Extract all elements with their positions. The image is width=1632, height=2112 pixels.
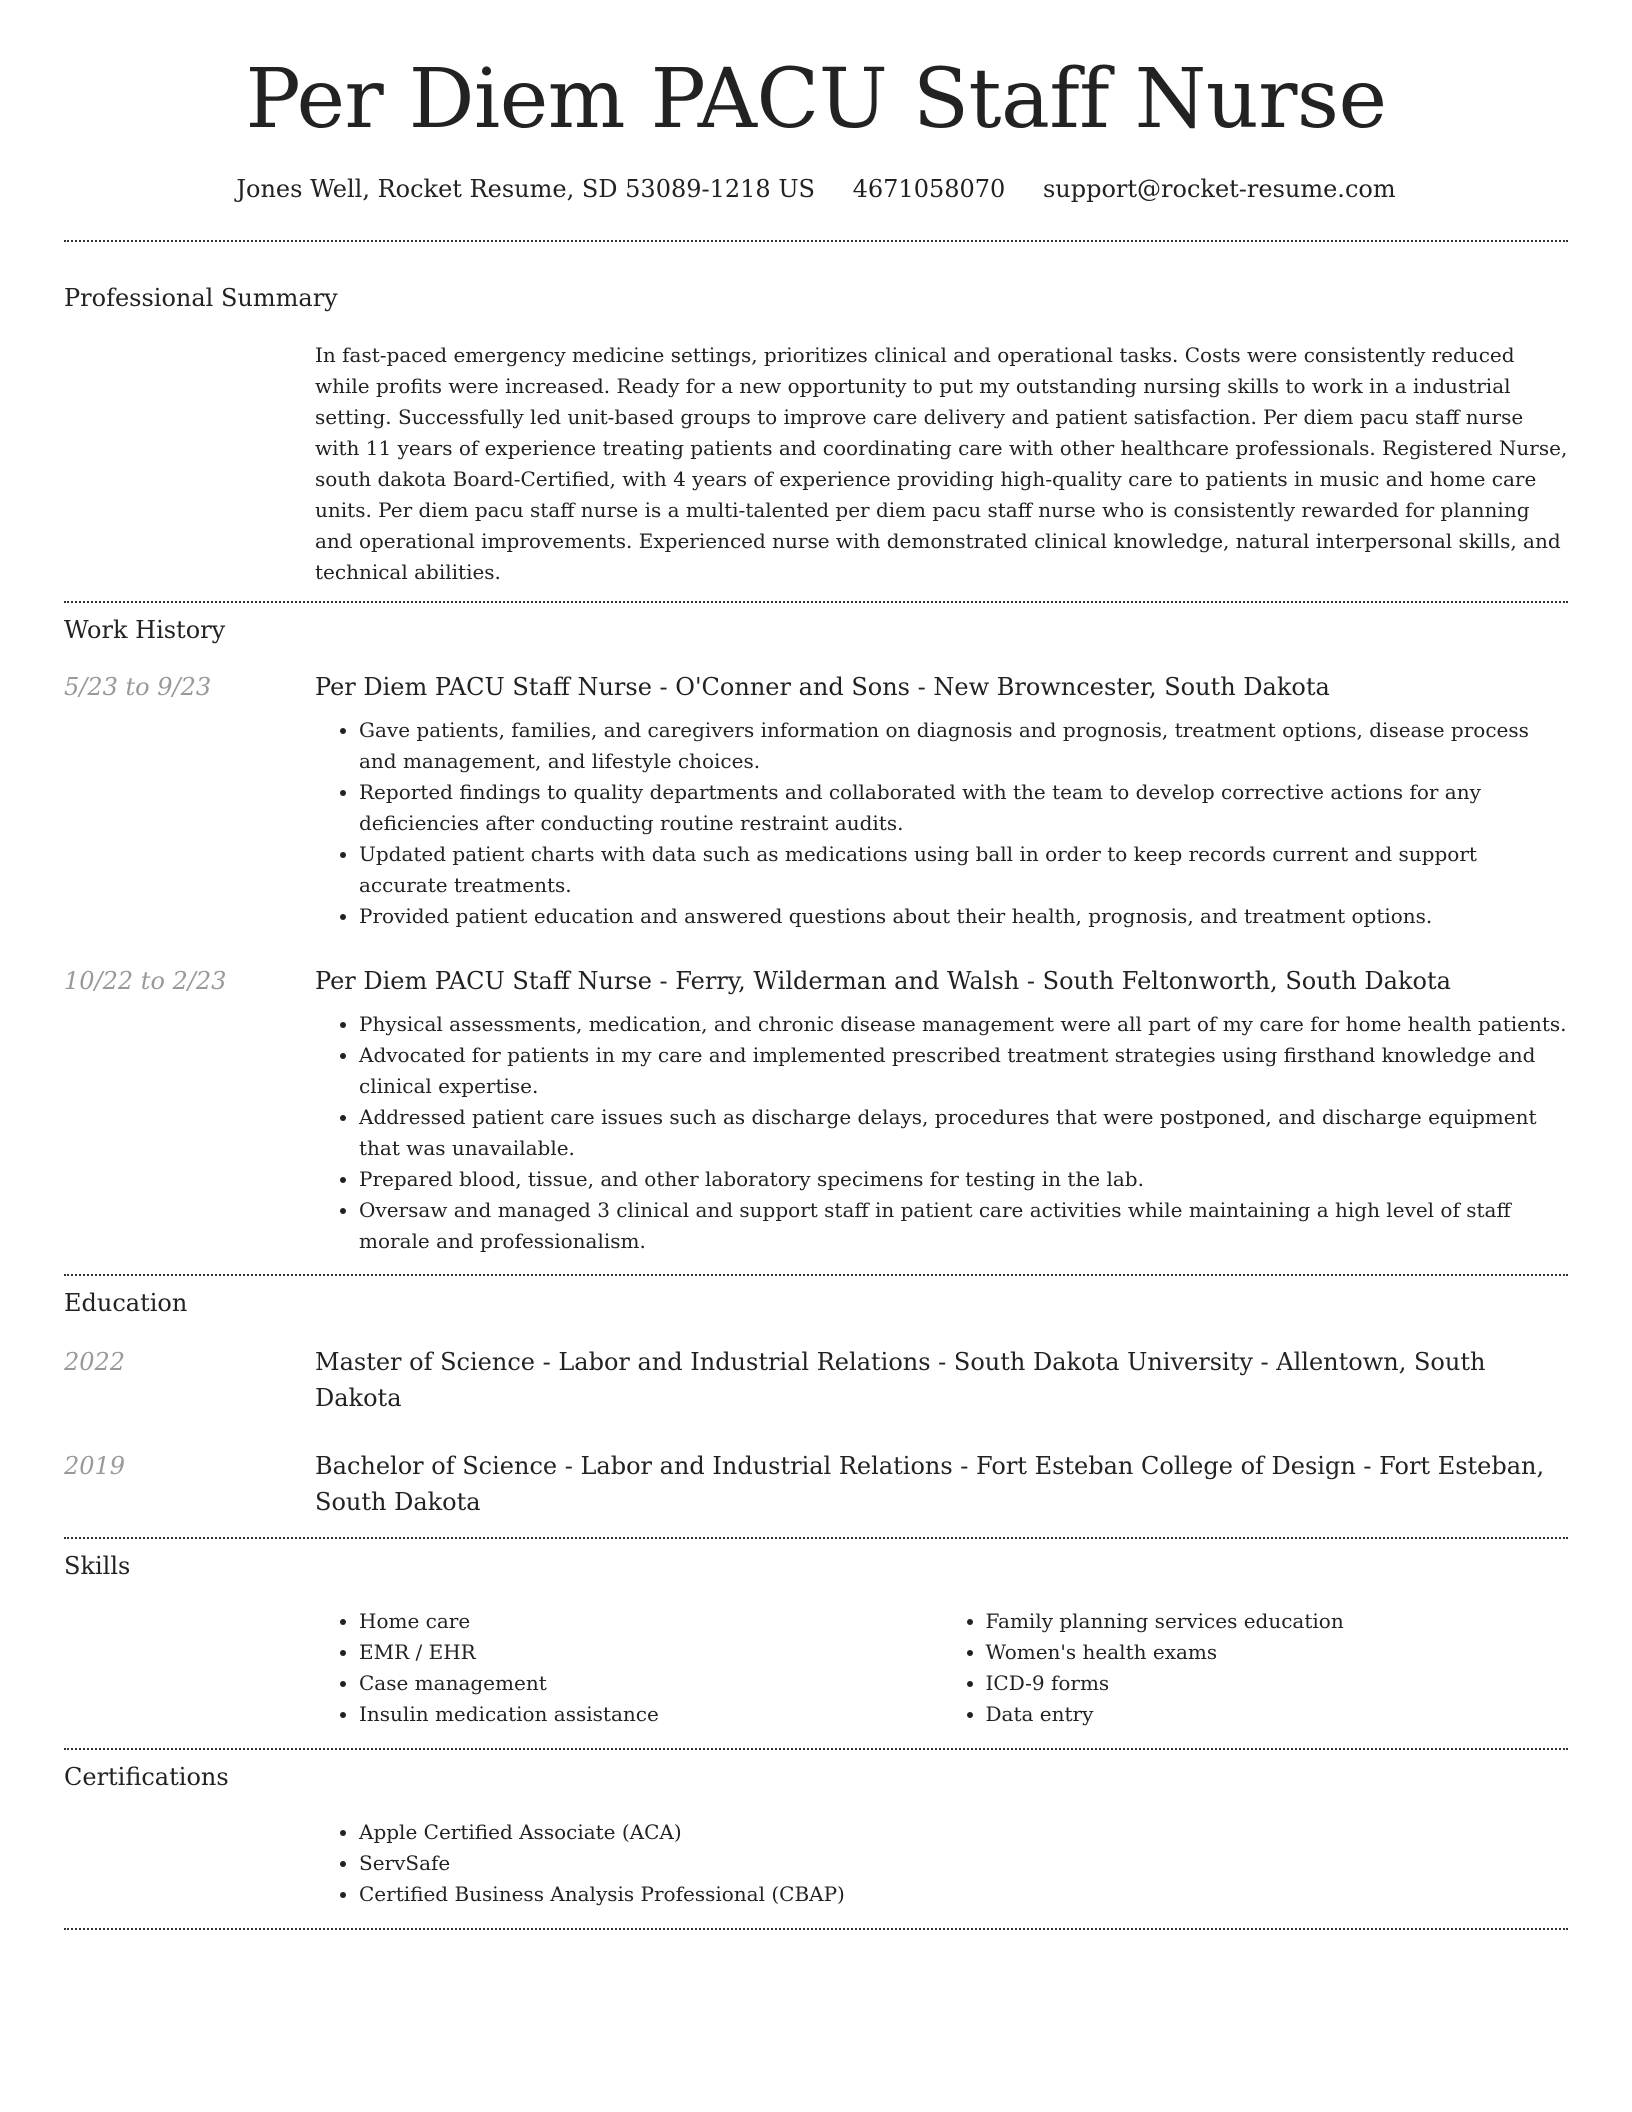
job-bullet: • Provided patient education and answered questions about their health, prognosis, and treatment options. xyxy=(359,901,1568,932)
skill-item: • Insulin medication assistance xyxy=(359,1699,942,1730)
skill-item: • EMR / EHR xyxy=(359,1637,942,1668)
job-title: Per Diem PACU Staff Nurse xyxy=(315,673,652,701)
job-bullet: • Updated patient charts with data such as medications using ball in order to keep records current and support accurate treatments. xyxy=(359,839,1568,901)
divider xyxy=(64,1928,1568,1930)
certification-item: • Certified Business Analysis Professional (CBAP) xyxy=(359,1879,1568,1910)
job-entry xyxy=(64,669,1568,932)
skills-grid xyxy=(315,1606,1568,1730)
contact-address: Jones Well, Rocket Resume, SD 53089-1218 US xyxy=(236,175,815,203)
job-heading xyxy=(315,963,1568,999)
skill-item: • Case management xyxy=(359,1668,942,1699)
education-entry xyxy=(64,1344,1568,1416)
skill-item: • Home care xyxy=(359,1606,942,1637)
skills-list-left xyxy=(315,1606,942,1730)
contact-email: support@rocket-resume.com xyxy=(1042,175,1396,203)
summary-section xyxy=(64,242,1568,601)
certification-item: • ServSafe xyxy=(359,1848,1568,1879)
certifications-items xyxy=(315,1817,1568,1910)
certification-item: • Apple Certified Associate (ACA) xyxy=(359,1817,1568,1848)
section-title-work: Work History xyxy=(64,616,226,644)
skill-item: • ICD-9 forms xyxy=(986,1668,1569,1699)
job-title: Per Diem PACU Staff Nurse xyxy=(315,967,652,995)
skills-section xyxy=(64,1539,1568,1748)
contact-phone: 4671058070 xyxy=(852,175,1006,203)
section-title-education: Education xyxy=(64,1289,188,1317)
candidate-name: Per Diem PACU Staff Nurse xyxy=(245,52,1387,147)
job-bullet: • Advocated for patients in my care and implemented prescribed treatment strategies using firsthand knowledge and clinical expertise. xyxy=(359,1040,1568,1102)
certifications-section xyxy=(64,1750,1568,1928)
job-bullet: • Addressed patient care issues such as discharge delays, procedures that were postponed, and discharge equipment that was unavailable. xyxy=(359,1102,1568,1164)
job-dates: 5/23 to 9/23 xyxy=(64,673,212,701)
education-entry xyxy=(64,1448,1568,1520)
skills-list-right xyxy=(942,1606,1569,1730)
summary-text: In fast-paced emergency medicine settings, prioritizes clinical and operational tasks. Costs were consistently reduced while profits were increased. Ready for a new opportunity to put my outstanding nursing skills to work in a industrial setting. Successfully led unit-based groups to improve care delivery and patient satisfaction. Per diem pacu staff nurse with 11 years of experience treating patients and coordinating care with other healthcare professionals. Registered Nurse, south dakota Board-Certified, with 4 years of experience providing high-quality care to patients in music and home care units. Per diem pacu staff nurse is a multi-talented per diem pacu staff nurse who is consistently rewarded for planning and operational improvements. Experienced nurse with demonstrated clinical knowledge, natural interpersonal skills, and technical abilities. xyxy=(315,343,1568,584)
job-dates: 10/22 to 2/23 xyxy=(64,967,227,995)
education-section xyxy=(64,1276,1568,1537)
job-bullet: • Reported findings to quality departments and collaborated with the team to develop corrective actions for any deficiencies after conducting routine restraint audits. xyxy=(359,777,1568,839)
job-entry xyxy=(64,963,1568,1257)
degree-name: Master of Science - Labor and Industrial Relations xyxy=(315,1348,931,1376)
job-bullet: • Physical assessments, medication, and chronic disease management were all part of my care for home health patients. xyxy=(359,1009,1568,1040)
job-bullet: • Prepared blood, tissue, and other laboratory specimens for testing in the lab. xyxy=(359,1164,1568,1195)
job-bullets xyxy=(315,715,1568,932)
job-bullet: • Gave patients, families, and caregivers information on diagnosis and prognosis, treatment options, disease process and management, and lifestyle choices. xyxy=(359,715,1568,777)
school-info: - Fort Esteban College of Design - Fort Esteban, South Dakota xyxy=(315,1452,1545,1516)
section-title-summary: Professional Summary xyxy=(64,284,338,312)
job-bullet: • Oversaw and managed 3 clinical and support staff in patient care activities while maintaining a high level of staff morale and professionalism. xyxy=(359,1195,1568,1257)
job-bullets xyxy=(315,1009,1568,1257)
certifications-list xyxy=(315,1817,1568,1910)
education-year: 2019 xyxy=(64,1452,126,1480)
job-employer: - Ferry, Wilderman and Walsh - South Feltonworth, South Dakota xyxy=(651,967,1451,995)
education-year: 2022 xyxy=(64,1348,126,1376)
skill-item: • Family planning services education xyxy=(986,1606,1569,1637)
contact-line xyxy=(64,174,1568,204)
section-title-skills: Skills xyxy=(64,1552,131,1580)
school-info: - South Dakota University - Allentown, South Dakota xyxy=(315,1348,1486,1412)
education-heading xyxy=(315,1344,1568,1416)
work-history-section xyxy=(64,603,1568,1274)
job-employer: - O'Conner and Sons - New Browncester, South Dakota xyxy=(651,673,1330,701)
resume-page xyxy=(64,0,1568,1930)
job-heading xyxy=(315,669,1568,705)
section-title-certifications: Certifications xyxy=(64,1763,229,1791)
resume-header xyxy=(64,0,1568,204)
skill-item: • Women's health exams xyxy=(986,1637,1569,1668)
education-heading xyxy=(315,1448,1568,1520)
degree-name: Bachelor of Science - Labor and Industrial Relations xyxy=(315,1452,953,1480)
skill-item: • Data entry xyxy=(986,1699,1569,1730)
